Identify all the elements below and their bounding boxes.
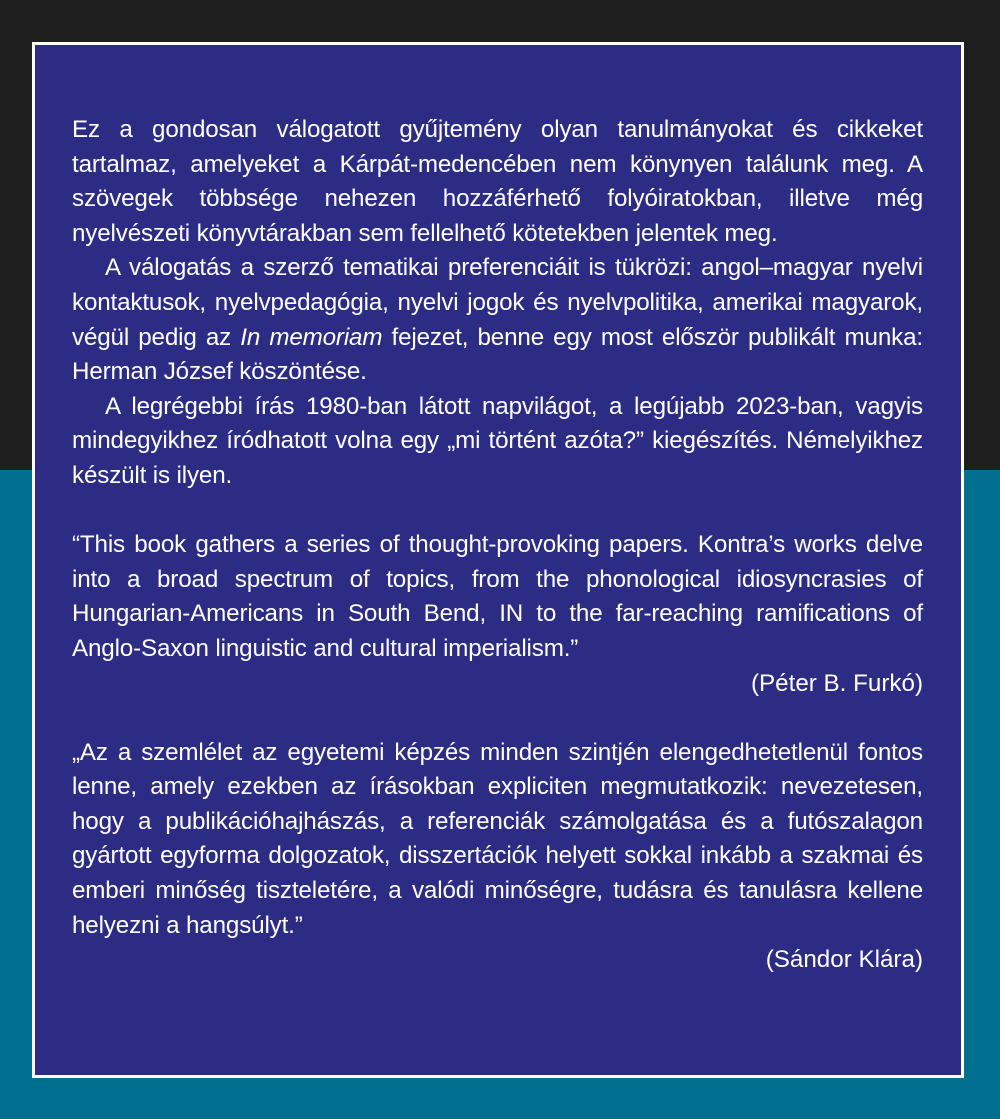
section-gap [72,701,923,736]
quote-1-text: “This book gathers a series of thought-provoking papers. Kontra’s works delve into a broad spectrum of topics, from the phonological idiosyncrasies of Hungarian-Americans in South Bend, IN to the far-reaching ramifications of Anglo-Saxon linguistic and cultural imperialism.” [72,531,923,662]
quote-2-text: „Az a szemlélet az egyetemi képzés minden szintjén elengedhetetlenül fontos lenne, amely ezekben az írásokban expliciten megmutatkozik: nevezetesen, hogy a publikációhajhászás, a referenciák számolgatása és a futószalagon gyártott egyforma dolgozatok, disszertációk helyett sokkal inkább a szakmai és emberi minőség tiszteletére, a valódi minőségre, tudásra és tanulásra kellene helyezni a hangsúlyt.” [72,738,923,939]
intro-paragraph-2-start: A válogatás a szerző tematikai preferenciáit is tükrözi: angol–magyar nyelvi kontaktusok, nyelvpedagógia, nyelvi jogok és nyelvpolitika, amerikai magyarok, végül pedig az [72,254,923,351]
intro-paragraph-2-italic: In memoriam [240,323,383,351]
intro-paragraph-2-end: fejezet, benne egy most először publikált munka: Herman József köszöntése. [72,323,923,386]
intro-paragraph-2 [72,251,923,389]
section-gap [72,494,923,529]
intro-paragraph-3: A legrégebbi írás 1980-ban látott napvilágot, a legújabb 2023-ban, vagyis mindegyikhez íródhatott volna egy „mi történt azóta?” kiegészítés. Némelyikhez készült is ilyen. [72,392,923,489]
quote-2-author: (Sándor Klára) [765,946,923,974]
intro-paragraph-1: Ez a gondosan válogatott gyűjtemény olyan tanulmányokat és cikkeket tartalmaz, amelyeket a Kárpát-medencében nem könynyen találunk meg. A szövegek többsége nehezen hozzáférhető folyóiratokban, illetve még nyelvészeti könyvtárakban sem fellelhető kötetekben jelentek meg. [72,116,923,247]
quote-1-author: (Péter B. Furkó) [750,669,923,697]
back-cover-text-panel [32,42,964,1078]
